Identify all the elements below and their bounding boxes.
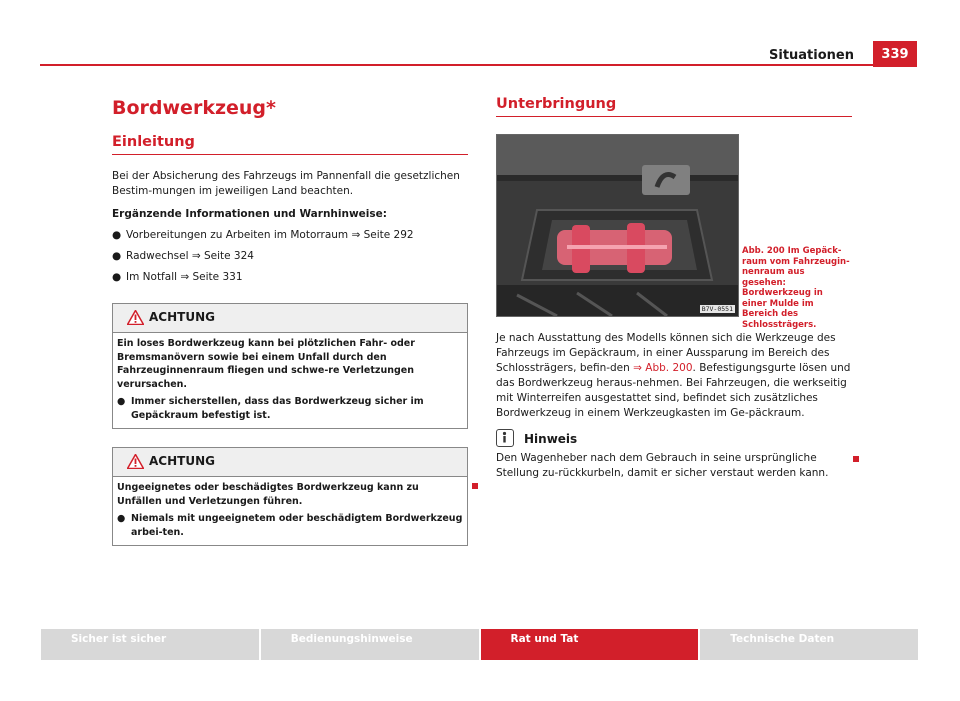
list-item-text[interactable]: Radwechsel ⇒ Seite 324 — [126, 250, 254, 262]
figure-code: B7V-0551 — [701, 305, 733, 313]
info-icon — [496, 429, 514, 447]
bullet-icon: ● — [112, 250, 122, 262]
body-paragraph — [496, 331, 852, 421]
warning-body — [113, 477, 467, 545]
warning-body — [113, 333, 467, 428]
trunk-photo-illustration — [497, 135, 738, 316]
page-number: 339 — [873, 41, 917, 67]
list-item — [112, 228, 468, 243]
body-text-part2: . Befestigungsgurte lösen und das Bordwerkzeug heraus-nehmen. Bei Fahrzeugen, die werkseitig mit Winterreifen ausgestattet sind, befindet sich zusätzliches Bordwerkzeug in einem Werkzeugkasten im Ge-päckraum. — [496, 362, 851, 419]
page-title: Bordwerkzeug* — [112, 97, 276, 119]
bullet-icon: ● — [112, 271, 122, 283]
info-heading: Ergänzende Informationen und Warnhinweise: — [112, 208, 387, 220]
section-end-marker — [853, 456, 859, 462]
warning-title: ACHTUNG — [149, 454, 215, 468]
warning-bullet-text: Immer sicherstellen, dass das Bordwerkzeug sicher im Gepäckraum befestigt ist. — [131, 396, 424, 421]
body-text-part1: Je nach Ausstattung des Modells können sich die Werkzeuge des Fahrzeugs im Gepäckraum, in einer Aussparung im Bereich des Schlossträgers, befin-den — [496, 332, 836, 374]
warning-header — [113, 448, 467, 477]
list-item-text[interactable]: Vorbereitungen zu Arbeiten im Motorraum ⇒ Seite 292 — [126, 229, 414, 241]
section-heading-unterbringung: Unterbringung — [496, 96, 852, 117]
warning-title: ACHTUNG — [149, 310, 215, 324]
tab-bedienungshinweise[interactable]: Bedienungshinweise — [261, 629, 481, 660]
intro-paragraph: Bei der Absicherung des Fahrzeugs im Pannenfall die gesetzlichen Bestim-mungen im jeweiligen Land beachten. — [112, 170, 460, 197]
chapter-tabs — [41, 629, 918, 660]
warning-bullet-text: Niemals mit ungeeignetem oder beschädigtem Bordwerkzeug arbei-ten. — [131, 513, 463, 538]
warning-box — [112, 303, 468, 429]
bullet-icon: ● — [112, 229, 122, 241]
warning-text: Ein loses Bordwerkzeug kann bei plötzlichen Fahr- oder Bremsmanövern sowie bei einem Unfall durch den Fahrzeuginnenraum fliegen und schwe-re Verletzungen verursachen. — [117, 338, 415, 390]
section-end-marker — [472, 483, 478, 489]
tab-technische-daten[interactable]: Technische Daten — [700, 629, 918, 660]
bullet-icon: ● — [117, 513, 126, 524]
warning-bullet — [117, 512, 463, 539]
section-title: Situationen — [769, 48, 854, 63]
header-rule — [40, 64, 917, 66]
warning-header — [113, 304, 467, 333]
note-text: Den Wagenheber nach dem Gebrauch in seine ursprüngliche Stellung zu-rückkurbeln, damit er sicher verstaut werden kann. — [496, 452, 829, 479]
figure-reference-link[interactable]: ⇒ Abb. 200 — [633, 362, 693, 374]
list-item — [112, 270, 468, 285]
bullet-icon: ● — [117, 396, 126, 407]
left-column — [112, 96, 468, 546]
trunk-tool-figure — [496, 134, 739, 317]
right-column — [496, 96, 852, 479]
section-heading-einleitung: Einleitung — [112, 134, 468, 155]
list-item-text[interactable]: Im Notfall ⇒ Seite 331 — [126, 271, 243, 283]
warning-triangle-icon — [127, 310, 144, 325]
warning-bullet — [117, 395, 463, 422]
tab-rat-und-tat[interactable]: Rat und Tat — [481, 629, 701, 660]
warning-triangle-icon — [127, 454, 144, 469]
tab-sicher-ist-sicher[interactable]: Sicher ist sicher — [41, 629, 261, 660]
warning-text: Ungeeignetes oder beschädigtes Bordwerkzeug kann zu Unfällen und Verletzungen führen. — [117, 482, 419, 507]
figure-caption: Abb. 200 Im Gepäck-raum vom Fahrzeugin-nenraum aus gesehen: Bordwerkzeug in einer Mulde im Bereich des Schlossträgers. — [742, 246, 850, 330]
note-title: Hinweis — [524, 432, 578, 446]
list-item — [112, 249, 468, 264]
warning-box — [112, 447, 468, 546]
